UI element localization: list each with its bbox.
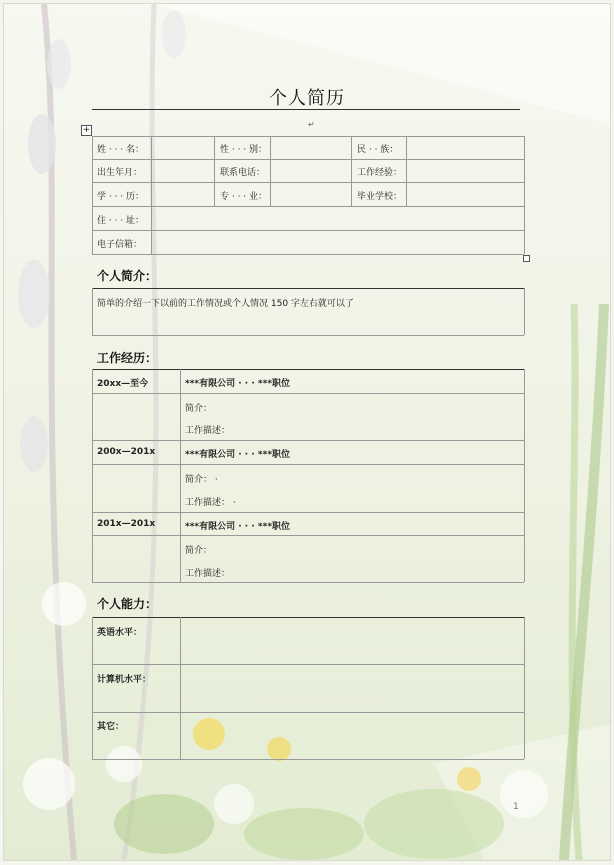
skill-label-computer: 计算机水平： bbox=[97, 675, 152, 685]
skill-label-english: 英语水平： bbox=[97, 628, 143, 638]
work-period-1: 20xx—至今 bbox=[97, 379, 149, 389]
work-intro-label-1: 简介： bbox=[185, 404, 213, 414]
title-underline bbox=[92, 109, 520, 110]
work-desc-label-1: 工作描述： bbox=[185, 426, 231, 436]
leaf bbox=[244, 808, 364, 860]
catkin bbox=[28, 114, 56, 174]
floral-background bbox=[4, 4, 610, 860]
work-desc-label-2: 工作描述： · bbox=[185, 498, 236, 508]
name-label: 姓 · · · 名： bbox=[97, 145, 145, 155]
resume-page bbox=[3, 3, 611, 861]
work-period-3: 201x—201x bbox=[97, 519, 156, 529]
white-flower bbox=[23, 758, 75, 810]
work-company-3: ***有限公司 · · · ***职位 bbox=[185, 522, 291, 532]
white-flower bbox=[42, 582, 86, 626]
work-period-2: 200x—201x bbox=[97, 447, 156, 457]
catkin bbox=[20, 416, 48, 472]
table-resize-handle[interactable] bbox=[523, 255, 530, 262]
ethnicity-label: 民 · · 族： bbox=[357, 145, 399, 155]
willow-branch-2 bbox=[124, 4, 156, 860]
page-number: 1 bbox=[513, 802, 519, 812]
skill-label-other: 其它： bbox=[97, 722, 125, 732]
yellow-flower bbox=[457, 767, 481, 791]
email-label: 电子信箱： bbox=[97, 240, 143, 250]
paragraph-mark: ↵ bbox=[308, 120, 315, 129]
catkin bbox=[47, 39, 71, 89]
education-label: 学 · · · 历： bbox=[97, 192, 145, 202]
work-company-1: ***有限公司 · · · ***职位 bbox=[185, 379, 291, 389]
white-flower bbox=[500, 770, 548, 818]
skills-heading: 个人能力： bbox=[97, 597, 158, 611]
work-intro-label-3: 简介： bbox=[185, 546, 213, 556]
birth-label: 出生年月： bbox=[97, 168, 143, 178]
experience-label: 工作经验： bbox=[357, 168, 403, 178]
work-heading: 工作经历： bbox=[97, 351, 158, 365]
intro-text: 简单的介绍一下以前的工作情况或个人情况 150 字左右就可以了 bbox=[97, 299, 354, 309]
yellow-flower bbox=[193, 718, 225, 750]
leaf bbox=[114, 794, 214, 854]
school-label: 毕业学校： bbox=[357, 192, 403, 202]
page-title: 个人简历 bbox=[269, 88, 345, 109]
work-intro-label-2: 简介： · bbox=[185, 475, 218, 485]
work-desc-label-3: 工作描述： bbox=[185, 569, 231, 579]
white-flower bbox=[214, 784, 254, 824]
table-move-handle[interactable]: + bbox=[82, 125, 91, 135]
gender-label: 性 · · · 别： bbox=[220, 145, 268, 155]
major-label: 专 · · · 业： bbox=[220, 192, 268, 202]
white-flower bbox=[106, 746, 142, 782]
work-company-2: ***有限公司 · · · ***职位 bbox=[185, 450, 291, 460]
leaf bbox=[364, 789, 504, 859]
catkin bbox=[18, 260, 50, 328]
intro-heading: 个人简介： bbox=[97, 269, 158, 283]
catkin bbox=[162, 10, 186, 58]
phone-label: 联系电话： bbox=[220, 168, 266, 178]
address-label: 住 · · · 址： bbox=[97, 216, 145, 226]
yellow-flower bbox=[267, 737, 291, 761]
